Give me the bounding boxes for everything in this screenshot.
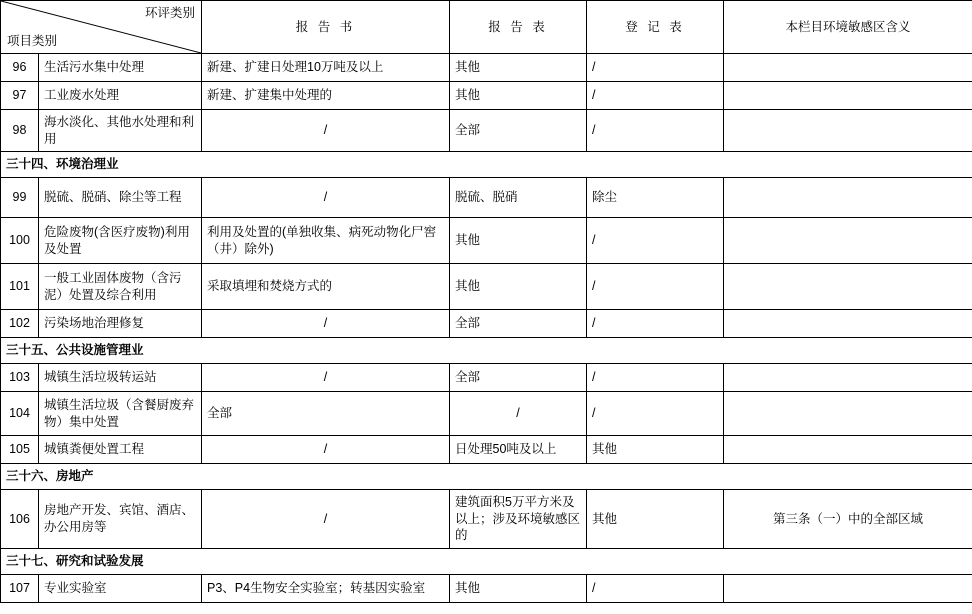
sensitive-area-meaning-cell	[724, 310, 972, 338]
row-number: 99	[1, 178, 39, 218]
project-category: 海水淡化、其他水处理和利用	[39, 110, 202, 152]
row-number: 105	[1, 436, 39, 464]
row-number: 96	[1, 54, 39, 82]
row-number: 101	[1, 264, 39, 310]
report-book-cell: /	[202, 436, 450, 464]
project-category: 城镇生活垃圾转运站	[39, 364, 202, 392]
report-form-cell: 其他	[450, 54, 587, 82]
project-category: 房地产开发、宾馆、酒店、办公用房等	[39, 490, 202, 549]
registration-cell: /	[587, 54, 724, 82]
table-header-row	[1, 1, 972, 54]
table-section-row	[1, 338, 972, 364]
report-book-cell: 新建、扩建集中处理的	[202, 82, 450, 110]
sensitive-area-meaning-cell	[724, 392, 972, 436]
registration-cell: /	[587, 364, 724, 392]
sensitive-area-meaning-cell	[724, 264, 972, 310]
report-form-cell: 脱硫、脱硝	[450, 178, 587, 218]
registration-cell: /	[587, 392, 724, 436]
report-form-cell: 日处理50吨及以上	[450, 436, 587, 464]
row-number: 97	[1, 82, 39, 110]
table-row	[1, 392, 972, 436]
section-title: 三十七、研究和试验发展	[1, 548, 972, 574]
table-section-row	[1, 548, 972, 574]
header-corner-top-label: 环评类别	[144, 6, 195, 20]
sensitive-area-meaning-cell	[724, 574, 972, 602]
report-book-cell: 全部	[202, 392, 450, 436]
header-report-book: 报 告 书	[202, 1, 450, 54]
report-book-cell: 新建、扩建日处理10万吨及以上	[202, 54, 450, 82]
report-form-cell: 全部	[450, 364, 587, 392]
registration-cell: /	[587, 218, 724, 264]
table-section-row	[1, 464, 972, 490]
report-form-cell: 建筑面积5万平方米及以上；涉及环境敏感区的	[450, 490, 587, 549]
registration-cell: /	[587, 310, 724, 338]
registration-cell: 其他	[587, 490, 724, 549]
table-row	[1, 436, 972, 464]
report-form-cell: 全部	[450, 310, 587, 338]
section-title: 三十五、公共设施管理业	[1, 338, 972, 364]
sensitive-area-meaning-cell: 第三条（一）中的全部区域	[724, 490, 972, 549]
table-row	[1, 110, 972, 152]
header-corner-cell	[1, 1, 202, 54]
report-book-cell: 利用及处置的(单独收集、病死动物化尸窖（井）除外)	[202, 218, 450, 264]
row-number: 107	[1, 574, 39, 602]
project-category: 工业废水处理	[39, 82, 202, 110]
header-registration: 登 记 表	[587, 1, 724, 54]
table-row	[1, 82, 972, 110]
table-row	[1, 54, 972, 82]
row-number: 100	[1, 218, 39, 264]
registration-cell: 其他	[587, 436, 724, 464]
sensitive-area-meaning-cell	[724, 110, 972, 152]
project-category: 城镇生活垃圾（含餐厨废弃物）集中处置	[39, 392, 202, 436]
table-row	[1, 264, 972, 310]
report-book-cell: /	[202, 178, 450, 218]
registration-cell: 除尘	[587, 178, 724, 218]
report-book-cell: /	[202, 490, 450, 549]
report-form-cell: 其他	[450, 82, 587, 110]
project-category: 生活污水集中处理	[39, 54, 202, 82]
row-number: 102	[1, 310, 39, 338]
sensitive-area-meaning-cell	[724, 82, 972, 110]
registration-cell: /	[587, 264, 724, 310]
row-number: 103	[1, 364, 39, 392]
project-category: 脱硫、脱硝、除尘等工程	[39, 178, 202, 218]
table-row	[1, 178, 972, 218]
registration-cell: /	[587, 82, 724, 110]
report-book-cell: /	[202, 110, 450, 152]
report-form-cell: 其他	[450, 218, 587, 264]
table-row	[1, 574, 972, 602]
report-book-cell: /	[202, 364, 450, 392]
row-number: 104	[1, 392, 39, 436]
table-section-row	[1, 152, 972, 178]
report-book-cell: 采取填埋和焚烧方式的	[202, 264, 450, 310]
table-row	[1, 218, 972, 264]
project-category: 危险废物(含医疗废物)利用及处置	[39, 218, 202, 264]
sensitive-area-meaning-cell	[724, 436, 972, 464]
sensitive-area-meaning-cell	[724, 54, 972, 82]
row-number: 106	[1, 490, 39, 549]
report-form-cell: 其他	[450, 264, 587, 310]
table-row	[1, 364, 972, 392]
report-form-cell: 全部	[450, 110, 587, 152]
project-category: 污染场地治理修复	[39, 310, 202, 338]
sensitive-area-meaning-cell	[724, 178, 972, 218]
report-book-cell: P3、P4生物安全实验室；转基因实验室	[202, 574, 450, 602]
report-form-cell: 其他	[450, 574, 587, 602]
sensitive-area-meaning-cell	[724, 218, 972, 264]
table-row	[1, 310, 972, 338]
sensitive-area-meaning-cell	[724, 364, 972, 392]
project-category: 一般工业固体废物（含污泥）处置及综合利用	[39, 264, 202, 310]
section-title: 三十四、环境治理业	[1, 152, 972, 178]
registration-cell: /	[587, 574, 724, 602]
row-number: 98	[1, 110, 39, 152]
project-category: 专业实验室	[39, 574, 202, 602]
registration-cell: /	[587, 110, 724, 152]
header-sensitive-area-meaning: 本栏目环境敏感区含义	[724, 1, 972, 54]
table-row	[1, 490, 972, 549]
report-book-cell: /	[202, 310, 450, 338]
header-report-form: 报 告 表	[450, 1, 587, 54]
project-category: 城镇粪便处置工程	[39, 436, 202, 464]
header-corner-bottom-label: 项目类别	[7, 33, 58, 48]
section-title: 三十六、房地产	[1, 464, 972, 490]
report-form-cell: /	[450, 392, 587, 436]
